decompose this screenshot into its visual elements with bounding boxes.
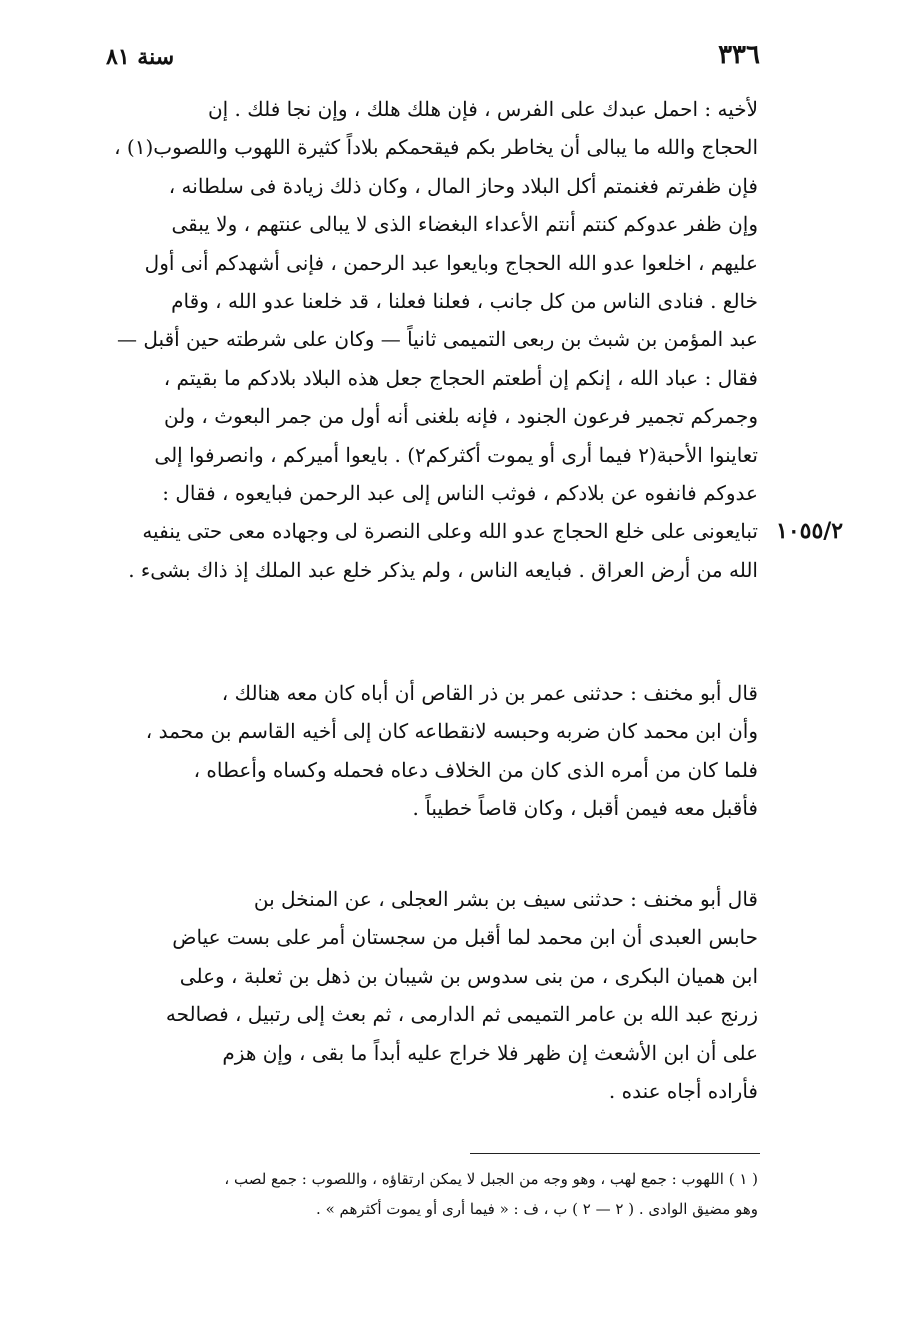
text-line: وأن ابن محمد كان ضربه وحبسه لانقطاعه كان إلى أخيه القاسم بن محمد ، xyxy=(145,719,758,744)
text-line: الحجاج والله ما يبالى أن يخاطر بكم فيقحمكم بلاداً كثيرة اللهوب واللصوب(١) ، xyxy=(114,135,758,160)
text-line: وإن ظفر عدوكم كنتم أنتم الأعداء البغضاء الذى لا يبالى عنتهم ، ولا يبقى xyxy=(171,212,758,237)
footnote-line: وهو مضيق الوادى . ( ٢ — ٢ ) ب ، ف : « فيما أرى أو يموت أكثرهم » . xyxy=(316,1200,758,1218)
page-number: ٣٣٦ xyxy=(718,40,760,70)
text-line: الله من أرض العراق . فبايعه الناس ، ولم يذكر خلع عبد الملك إذ ذاك بشىء . xyxy=(128,557,758,582)
text-line: فلما كان من أمره الذى كان من الخلاف دعاه فحمله وكساه وأعطاه ، xyxy=(193,757,758,782)
text-line: فأقبل معه فيمن أقبل ، وكان قاصاً خطيباً . xyxy=(412,796,758,821)
footnote-divider xyxy=(470,1153,760,1154)
text-line: فأراده أجاه عنده . xyxy=(608,1078,758,1103)
text-line: قال أبو مخنف : حدثنى سيف بن بشر العجلى ، عن المنخل بن xyxy=(253,887,758,911)
year-label: سنة ٨١ xyxy=(106,44,175,70)
text-line: فإن ظفرتم فغنمتم أكل البلاد وحاز المال ، وكان ذلك زيادة فى سلطانه ، xyxy=(168,173,758,198)
paragraph-3 xyxy=(106,880,758,1110)
text-line: عبد المؤمن بن شبث بن ربعى التميمى ثانياً — وكان على شرطته حين أقبل — xyxy=(117,327,758,352)
text-line: تعاينوا الأحبة(٢ فيما أرى أو يموت أكثركم٢) . بايعوا أميركم ، وانصرفوا إلى xyxy=(154,442,758,467)
page-header xyxy=(106,40,760,76)
text-line: حابس العبدى أن ابن محمد لما أقبل من سجستان أمر على بست عياض xyxy=(172,925,758,950)
text-line: عليهم ، اخلعوا عدو الله الحجاج وبايعوا عبد الرحمن ، فإنى أشهدكم أنى أول xyxy=(144,250,758,275)
text-line: على أن ابن الأشعث إن ظهر فلا خراج عليه أبداً ما بقى ، وإن هزم xyxy=(222,1040,758,1065)
text-line: وجمركم تجمير فرعون الجنود ، فإنه بلغنى أنه أول من جمر البعوث ، ولن xyxy=(164,404,758,429)
text-line: عدوكم فانفوه عن بلادكم ، فوثب الناس إلى عبد الرحمن فبايعوه ، فقال : xyxy=(162,480,758,505)
text-line: تبايعونى على خلع الحجاج عدو الله وعلى النصرة لى وجهاده معى حتى ينفيه xyxy=(142,519,758,544)
margin-reference-number: ١٠٥٥/٢ xyxy=(776,518,844,544)
text-line: لأخيه : احمل عبدك على الفرس ، فإن هلك هلك ، وإن نجا فلك . إن xyxy=(207,97,758,121)
paragraph-1 xyxy=(106,90,758,589)
footnote-line: ( ١ ) اللهوب : جمع لهب ، وهو وجه من الجبل لا يمكن ارتقاؤه ، واللصوب : جمع لصب ، xyxy=(224,1170,758,1188)
text-line: قال أبو مخنف : حدثنى عمر بن ذر القاص أن أباه كان معه هنالك ، xyxy=(221,681,758,705)
footnotes xyxy=(106,1164,758,1224)
text-line: زرنج عبد الله بن عامر التميمى ثم الدارمى ، ثم بعث إلى رتبيل ، فصالحه xyxy=(165,1002,758,1027)
text-line: ابن هميان البكرى ، من بنى سدوس بن شيبان بن ذهل بن ثعلبة ، وعلى xyxy=(179,963,758,988)
paragraph-2 xyxy=(106,674,758,828)
text-line: خالع . فنادى الناس من كل جانب ، فعلنا فعلنا ، قد خلعنا عدو الله ، وقام xyxy=(171,288,758,313)
text-line: فقال : عباد الله ، إنكم إن أطعتم الحجاج جعل هذه البلاد بلادكم ما بقيتم ، xyxy=(163,365,758,390)
